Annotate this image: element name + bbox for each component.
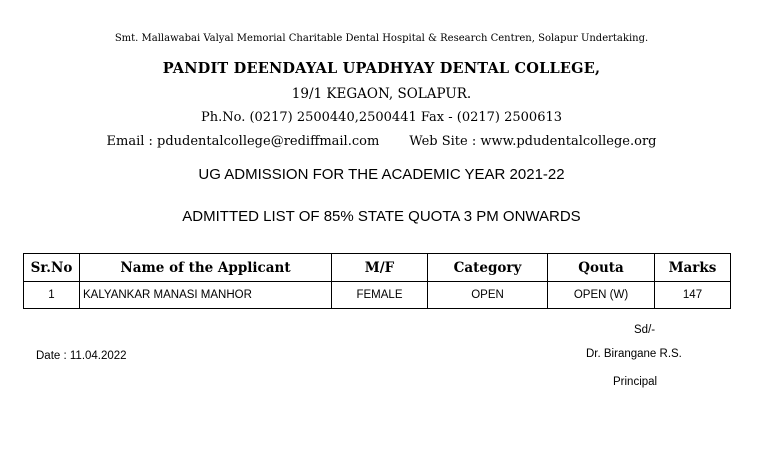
- admission-title: UG ADMISSION FOR THE ACADEMIC YEAR 2021-22: [198, 166, 565, 183]
- column-header-marks: Marks: [655, 254, 731, 282]
- list-title: ADMITTED LIST OF 85% STATE QUOTA 3 PM ONWARDS: [182, 208, 581, 225]
- column-header-name: Name of the Applicant: [80, 254, 332, 282]
- cell-quota: OPEN (W): [548, 282, 655, 309]
- column-header-sr-no: Sr.No: [24, 254, 80, 282]
- cell-category: OPEN: [428, 282, 548, 309]
- college-email: Email : pdudentalcollege@rediffmail.com: [106, 134, 380, 149]
- college-address: 19/1 KEGAON, SOLAPUR.: [291, 86, 472, 102]
- cell-sr-no: 1: [24, 282, 80, 309]
- column-header-gender: M/F: [332, 254, 428, 282]
- table-row: [24, 282, 731, 309]
- contact-line: [0, 134, 763, 149]
- admitted-list-table: [23, 253, 731, 309]
- cell-marks: 147: [655, 282, 731, 309]
- cell-gender: FEMALE: [332, 282, 428, 309]
- issue-date: Date : 11.04.2022: [36, 350, 127, 362]
- table-header-row: [24, 254, 731, 282]
- signatory-designation: Principal: [613, 376, 658, 388]
- signatory-name: Dr. Birangane R.S.: [586, 348, 682, 360]
- signature-mark: Sd/-: [634, 324, 656, 336]
- column-header-category: Category: [428, 254, 548, 282]
- college-name: PANDIT DEENDAYAL UPADHYAY DENTAL COLLEGE,: [162, 60, 601, 77]
- column-header-quota: Qouta: [548, 254, 655, 282]
- college-phone: Ph.No. (0217) 2500440,2500441 Fax - (0217) 2500613: [200, 110, 563, 125]
- college-website: Web Site : www.pdudentalcollege.org: [409, 134, 657, 149]
- cell-applicant-name: KALYANKAR MANASI MANHOR: [80, 282, 332, 309]
- organization-line: Smt. Mallawabai Valyal Memorial Charitable Dental Hospital & Research Centren, Solapur Undertaking.: [114, 33, 649, 44]
